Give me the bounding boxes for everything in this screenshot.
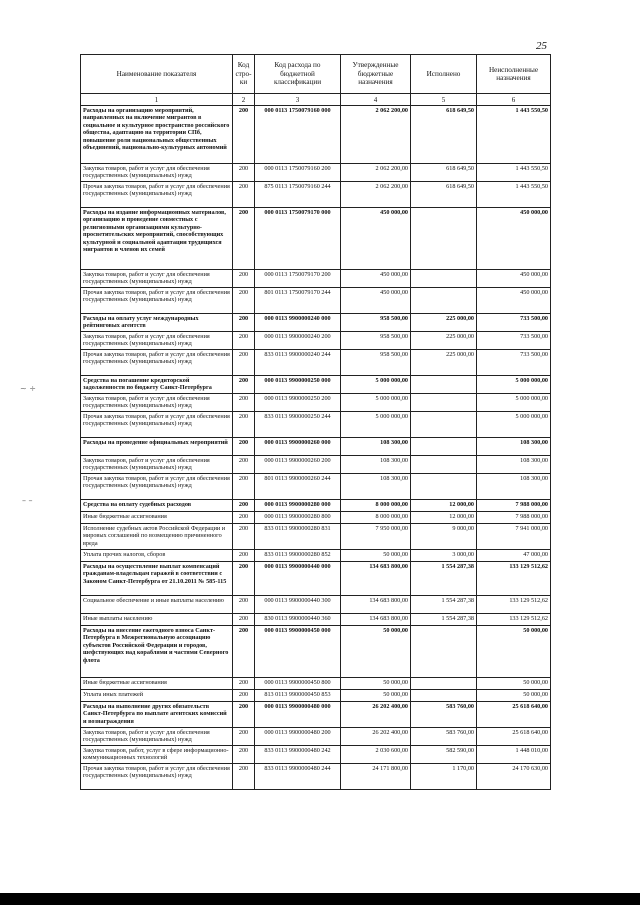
row-executed-cell: 1 554 287,38 xyxy=(411,562,477,596)
row-code-cell: 200 xyxy=(233,270,255,288)
row-approved-cell: 50 000,00 xyxy=(341,626,411,678)
row-name-cell: Расходы на проведение официальных мероприятий xyxy=(81,438,233,456)
row-name-cell: Иные выплаты населению xyxy=(81,614,233,626)
column-number: 4 xyxy=(341,94,411,106)
row-code-cell: 200 xyxy=(233,614,255,626)
row-executed-cell: 225 000,00 xyxy=(411,350,477,376)
row-name-cell: Расходы на внесение ежегодного взноса Санкт-Петербурга в Межрегиональную ассоциацию субъектов Российской Федерации и городов, шефствующих над кораблями и частями Северного флота xyxy=(81,626,233,678)
row-executed-cell: 225 000,00 xyxy=(411,314,477,332)
row-code-cell: 200 xyxy=(233,208,255,270)
row-approved-cell: 134 683 800,00 xyxy=(341,614,411,626)
table-row xyxy=(81,702,551,728)
row-approved-cell: 108 300,00 xyxy=(341,456,411,474)
row-approved-cell: 108 300,00 xyxy=(341,438,411,456)
row-executed-cell: 12 000,00 xyxy=(411,500,477,512)
margin-scribble: – – xyxy=(22,496,33,505)
row-executed-cell xyxy=(411,394,477,412)
row-executed-cell xyxy=(411,438,477,456)
row-classification-cell: 813 0113 9900000450 853 xyxy=(255,690,341,702)
row-unexecuted-cell: 5 000 000,00 xyxy=(477,394,551,412)
row-code-cell: 200 xyxy=(233,394,255,412)
row-code-cell: 200 xyxy=(233,562,255,596)
row-classification-cell: 000 0113 9900000250 000 xyxy=(255,376,341,394)
row-code-cell: 200 xyxy=(233,550,255,562)
table-row xyxy=(81,376,551,394)
row-classification-cell: 000 0113 9900000260 000 xyxy=(255,438,341,456)
row-code-cell: 200 xyxy=(233,164,255,182)
row-classification-cell: 000 0113 9900000250 200 xyxy=(255,394,341,412)
row-approved-cell: 958 500,00 xyxy=(341,332,411,350)
table-row xyxy=(81,332,551,350)
header-approved: Утвержденные бюджетные назначения xyxy=(341,55,411,94)
row-name-cell: Расходы на организацию мероприятий, направленных на включение мигрантов в социальное и культурное пространство российского общества, адаптацию на территории СПб, повышение роли национальных общественных объединений, национально-культурных автономий xyxy=(81,106,233,164)
table-row xyxy=(81,690,551,702)
row-approved-cell: 24 171 800,00 xyxy=(341,764,411,790)
column-number: 1 xyxy=(81,94,233,106)
row-name-cell: Закупка товаров, работ, услуг в сфере информационно-коммуникационных технологий xyxy=(81,746,233,764)
row-name-cell: Закупка товаров, работ и услуг для обеспечения государственных (муниципальных) нужд xyxy=(81,728,233,746)
row-classification-cell: 000 0113 9900000260 200 xyxy=(255,456,341,474)
row-code-cell: 200 xyxy=(233,438,255,456)
row-code-cell: 200 xyxy=(233,376,255,394)
table-row xyxy=(81,562,551,596)
row-unexecuted-cell: 1 443 550,50 xyxy=(477,182,551,208)
row-approved-cell: 26 202 400,00 xyxy=(341,728,411,746)
row-code-cell: 200 xyxy=(233,524,255,550)
row-approved-cell: 50 000,00 xyxy=(341,690,411,702)
row-approved-cell: 450 000,00 xyxy=(341,270,411,288)
row-unexecuted-cell: 450 000,00 xyxy=(477,270,551,288)
row-executed-cell: 583 760,00 xyxy=(411,702,477,728)
row-name-cell: Прочая закупка товаров, работ и услуг для обеспечения государственных (муниципальных) нужд xyxy=(81,288,233,314)
table-row xyxy=(81,626,551,678)
row-approved-cell: 2 030 600,00 xyxy=(341,746,411,764)
row-classification-cell: 000 0113 9900000480 000 xyxy=(255,702,341,728)
row-executed-cell xyxy=(411,456,477,474)
row-code-cell: 200 xyxy=(233,288,255,314)
row-executed-cell: 9 000,00 xyxy=(411,524,477,550)
row-approved-cell: 134 683 800,00 xyxy=(341,562,411,596)
table-row xyxy=(81,270,551,288)
row-unexecuted-cell: 108 300,00 xyxy=(477,456,551,474)
table-row xyxy=(81,678,551,690)
row-classification-cell: 000 0113 9900000280 000 xyxy=(255,500,341,512)
row-unexecuted-cell: 5 000 000,00 xyxy=(477,376,551,394)
row-executed-cell: 3 000,00 xyxy=(411,550,477,562)
column-number: 3 xyxy=(255,94,341,106)
row-name-cell: Расходы на оплату услуг международных рейтинговых агентств xyxy=(81,314,233,332)
row-approved-cell: 134 683 800,00 xyxy=(341,596,411,614)
row-name-cell: Закупка товаров, работ и услуг для обеспечения государственных (муниципальных) нужд xyxy=(81,456,233,474)
column-number: 6 xyxy=(477,94,551,106)
table-row xyxy=(81,314,551,332)
row-unexecuted-cell: 24 170 630,00 xyxy=(477,764,551,790)
row-executed-cell: 1 554 287,38 xyxy=(411,596,477,614)
table-row xyxy=(81,106,551,164)
header-unexecuted: Неисполненные назначения xyxy=(477,55,551,94)
row-classification-cell: 801 0113 1750079170 244 xyxy=(255,288,341,314)
row-executed-cell: 618 649,50 xyxy=(411,182,477,208)
row-executed-cell: 12 000,00 xyxy=(411,512,477,524)
row-name-cell: Уплата иных платежей xyxy=(81,690,233,702)
row-classification-cell: 875 0113 1750079160 244 xyxy=(255,182,341,208)
row-classification-cell: 833 0113 9900000480 242 xyxy=(255,746,341,764)
row-approved-cell: 5 000 000,00 xyxy=(341,376,411,394)
row-executed-cell: 1 170,00 xyxy=(411,764,477,790)
row-executed-cell xyxy=(411,626,477,678)
table-row xyxy=(81,746,551,764)
row-name-cell: Закупка товаров, работ и услуг для обеспечения государственных (муниципальных) нужд xyxy=(81,332,233,350)
row-unexecuted-cell: 450 000,00 xyxy=(477,288,551,314)
margin-scribble: ~ ÷ xyxy=(20,384,36,393)
row-executed-cell: 618 649,50 xyxy=(411,164,477,182)
row-code-cell: 200 xyxy=(233,332,255,350)
row-executed-cell xyxy=(411,288,477,314)
table-row xyxy=(81,474,551,500)
row-approved-cell: 2 062 200,00 xyxy=(341,182,411,208)
header-executed: Исполнено xyxy=(411,55,477,94)
row-approved-cell: 7 950 000,00 xyxy=(341,524,411,550)
row-approved-cell: 5 000 000,00 xyxy=(341,412,411,438)
row-code-cell: 200 xyxy=(233,728,255,746)
table-row xyxy=(81,288,551,314)
header-line-code: Код стро-ки xyxy=(233,55,255,94)
table-row xyxy=(81,614,551,626)
row-name-cell: Иные бюджетные ассигнования xyxy=(81,512,233,524)
row-code-cell: 200 xyxy=(233,314,255,332)
row-name-cell: Прочая закупка товаров, работ и услуг для обеспечения государственных (муниципальных) нужд xyxy=(81,474,233,500)
row-executed-cell xyxy=(411,412,477,438)
table-row xyxy=(81,208,551,270)
budget-execution-table xyxy=(80,54,551,790)
row-code-cell: 200 xyxy=(233,626,255,678)
row-classification-cell: 000 0113 1750079170 000 xyxy=(255,208,341,270)
row-classification-cell: 801 0113 9900000260 244 xyxy=(255,474,341,500)
row-name-cell: Прочая закупка товаров, работ и услуг для обеспечения государственных (муниципальных) нужд xyxy=(81,182,233,208)
row-code-cell: 200 xyxy=(233,596,255,614)
row-unexecuted-cell: 25 618 640,00 xyxy=(477,728,551,746)
table-row xyxy=(81,456,551,474)
row-approved-cell: 50 000,00 xyxy=(341,550,411,562)
row-classification-cell: 000 0113 9900000240 000 xyxy=(255,314,341,332)
table-row xyxy=(81,512,551,524)
row-code-cell: 200 xyxy=(233,350,255,376)
row-code-cell: 200 xyxy=(233,412,255,438)
row-executed-cell: 618 649,50 xyxy=(411,106,477,164)
row-name-cell: Прочая закупка товаров, работ и услуг для обеспечения государственных (муниципальных) нужд xyxy=(81,764,233,790)
table-row xyxy=(81,182,551,208)
row-name-cell: Закупка товаров, работ и услуг для обеспечения государственных (муниципальных) нужд xyxy=(81,164,233,182)
row-classification-cell: 833 0113 9900000280 852 xyxy=(255,550,341,562)
row-classification-cell: 000 0113 9900000240 200 xyxy=(255,332,341,350)
row-name-cell: Иные бюджетные ассигнования xyxy=(81,678,233,690)
row-unexecuted-cell: 50 000,00 xyxy=(477,678,551,690)
table-row xyxy=(81,728,551,746)
row-name-cell: Расходы на выполнение других обязательств Санкт-Петербурга по выплате агентских комиссий и вознаграждения xyxy=(81,702,233,728)
row-code-cell: 200 xyxy=(233,106,255,164)
row-approved-cell: 8 000 000,00 xyxy=(341,500,411,512)
row-unexecuted-cell: 133 129 512,62 xyxy=(477,596,551,614)
column-number: 5 xyxy=(411,94,477,106)
table-row xyxy=(81,412,551,438)
row-approved-cell: 5 000 000,00 xyxy=(341,394,411,412)
row-code-cell: 200 xyxy=(233,702,255,728)
row-name-cell: Средства на оплату судебных расходов xyxy=(81,500,233,512)
table-row xyxy=(81,596,551,614)
row-classification-cell: 000 0113 1750079160 200 xyxy=(255,164,341,182)
table-row xyxy=(81,500,551,512)
row-classification-cell: 833 0113 9900000480 244 xyxy=(255,764,341,790)
row-unexecuted-cell: 733 500,00 xyxy=(477,350,551,376)
row-unexecuted-cell: 1 443 550,50 xyxy=(477,106,551,164)
row-classification-cell: 000 0113 9900000480 200 xyxy=(255,728,341,746)
row-unexecuted-cell: 133 129 512,62 xyxy=(477,614,551,626)
row-code-cell: 200 xyxy=(233,678,255,690)
row-approved-cell: 450 000,00 xyxy=(341,288,411,314)
row-unexecuted-cell: 50 000,00 xyxy=(477,626,551,678)
row-unexecuted-cell: 1 448 010,00 xyxy=(477,746,551,764)
row-executed-cell: 583 760,00 xyxy=(411,728,477,746)
row-unexecuted-cell: 7 988 000,00 xyxy=(477,512,551,524)
row-name-cell: Расходы на осуществление выплат компенсаций гражданам-владельцам гаражей в соответствии с Законом Санкт-Петербурга от 21.10.2011 № 585-115 xyxy=(81,562,233,596)
row-classification-cell: 000 0113 9900000450 000 xyxy=(255,626,341,678)
row-name-cell: Исполнение судебных актов Российской Федерации и мировых соглашений по возмещению причиненного вреда xyxy=(81,524,233,550)
table-row xyxy=(81,764,551,790)
row-unexecuted-cell: 108 300,00 xyxy=(477,438,551,456)
row-executed-cell xyxy=(411,208,477,270)
row-classification-cell: 000 0113 9900000450 800 xyxy=(255,678,341,690)
row-classification-cell: 833 0113 9900000280 831 xyxy=(255,524,341,550)
row-unexecuted-cell: 7 988 000,00 xyxy=(477,500,551,512)
row-name-cell: Социальное обеспечение и иные выплаты населению xyxy=(81,596,233,614)
row-executed-cell xyxy=(411,376,477,394)
table-row xyxy=(81,350,551,376)
table-header-row xyxy=(81,55,551,94)
row-classification-cell: 000 0113 9900000440 300 xyxy=(255,596,341,614)
row-unexecuted-cell: 733 500,00 xyxy=(477,332,551,350)
table-row xyxy=(81,394,551,412)
row-approved-cell: 2 062 200,00 xyxy=(341,164,411,182)
row-executed-cell xyxy=(411,690,477,702)
row-executed-cell: 225 000,00 xyxy=(411,332,477,350)
scan-edge-bar xyxy=(0,893,640,905)
row-executed-cell: 1 554 287,38 xyxy=(411,614,477,626)
row-code-cell: 200 xyxy=(233,746,255,764)
row-classification-cell: 000 0113 9900000280 800 xyxy=(255,512,341,524)
row-unexecuted-cell: 5 000 000,00 xyxy=(477,412,551,438)
header-indicator-name: Наименование показателя xyxy=(81,55,233,94)
row-name-cell: Средства на погашение кредиторской задолженности по бюджету Санкт-Петербурга xyxy=(81,376,233,394)
row-unexecuted-cell: 25 618 640,00 xyxy=(477,702,551,728)
row-executed-cell xyxy=(411,474,477,500)
row-code-cell: 200 xyxy=(233,500,255,512)
row-approved-cell: 50 000,00 xyxy=(341,678,411,690)
row-unexecuted-cell: 50 000,00 xyxy=(477,690,551,702)
row-unexecuted-cell: 450 000,00 xyxy=(477,208,551,270)
row-name-cell: Прочая закупка товаров, работ и услуг для обеспечения государственных (муниципальных) нужд xyxy=(81,350,233,376)
row-code-cell: 200 xyxy=(233,456,255,474)
row-approved-cell: 26 202 400,00 xyxy=(341,702,411,728)
table-row xyxy=(81,550,551,562)
row-code-cell: 200 xyxy=(233,474,255,500)
row-name-cell: Закупка товаров, работ и услуг для обеспечения государственных (муниципальных) нужд xyxy=(81,270,233,288)
row-code-cell: 200 xyxy=(233,512,255,524)
row-unexecuted-cell: 7 941 000,00 xyxy=(477,524,551,550)
row-unexecuted-cell: 733 500,00 xyxy=(477,314,551,332)
row-classification-cell: 833 0113 9900000250 244 xyxy=(255,412,341,438)
row-unexecuted-cell: 108 300,00 xyxy=(477,474,551,500)
header-budget-classification: Код расхода по бюджетной классификации xyxy=(255,55,341,94)
column-number: 2 xyxy=(233,94,255,106)
row-unexecuted-cell: 47 000,00 xyxy=(477,550,551,562)
row-code-cell: 200 xyxy=(233,764,255,790)
table-row xyxy=(81,164,551,182)
row-approved-cell: 8 000 000,00 xyxy=(341,512,411,524)
row-classification-cell: 000 0113 1750079160 000 xyxy=(255,106,341,164)
row-unexecuted-cell: 133 129 512,62 xyxy=(477,562,551,596)
row-approved-cell: 958 500,00 xyxy=(341,314,411,332)
table-row xyxy=(81,438,551,456)
row-approved-cell: 108 300,00 xyxy=(341,474,411,500)
table-body xyxy=(81,106,551,790)
column-number-row xyxy=(81,94,551,106)
row-unexecuted-cell: 1 443 550,50 xyxy=(477,164,551,182)
row-classification-cell: 000 0113 9900000440 000 xyxy=(255,562,341,596)
row-executed-cell xyxy=(411,678,477,690)
row-code-cell: 200 xyxy=(233,182,255,208)
row-executed-cell xyxy=(411,270,477,288)
row-name-cell: Прочая закупка товаров, работ и услуг для обеспечения государственных (муниципальных) нужд xyxy=(81,412,233,438)
row-approved-cell: 958 500,00 xyxy=(341,350,411,376)
row-name-cell: Уплата прочих налогов, сборов xyxy=(81,550,233,562)
row-name-cell: Расходы на издание информационных материалов, организацию и проведение совместных с религиозными организациями культурно-просветительских мероприятий, способствующих культурной и социальной адаптации трудящихся мигрантов и членов их семей xyxy=(81,208,233,270)
row-classification-cell: 833 0113 9900000240 244 xyxy=(255,350,341,376)
row-approved-cell: 450 000,00 xyxy=(341,208,411,270)
row-classification-cell: 000 0113 1750079170 200 xyxy=(255,270,341,288)
table-row xyxy=(81,524,551,550)
row-executed-cell: 582 590,00 xyxy=(411,746,477,764)
row-name-cell: Закупка товаров, работ и услуг для обеспечения государственных (муниципальных) нужд xyxy=(81,394,233,412)
row-code-cell: 200 xyxy=(233,690,255,702)
row-classification-cell: 830 0113 9900000440 360 xyxy=(255,614,341,626)
page-number: 25 xyxy=(536,40,547,52)
row-approved-cell: 2 062 200,00 xyxy=(341,106,411,164)
